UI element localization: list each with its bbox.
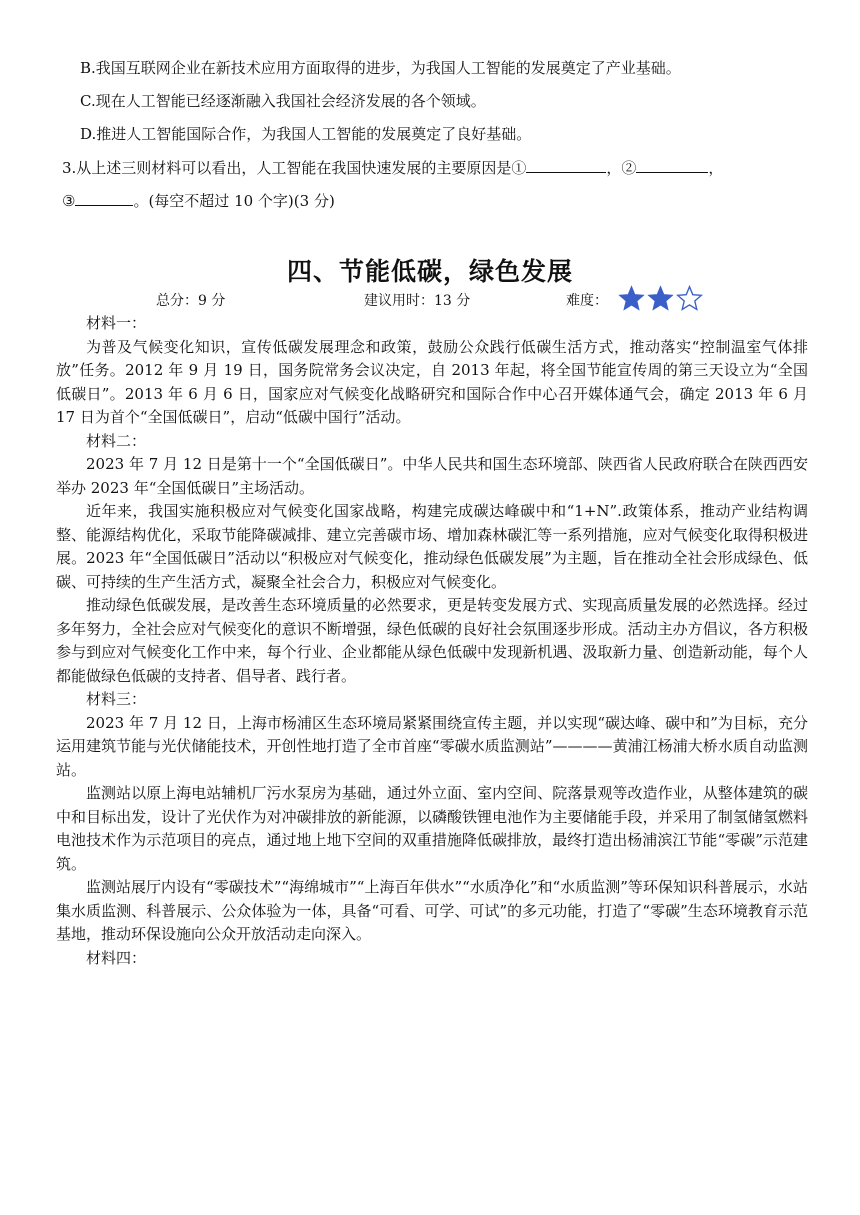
material-3-label: 材料三： <box>86 690 147 708</box>
material-3-paragraph-1: 2023 年 7 月 12 日，上海市杨浦区生态环境局紧紧围绕宣传主题，并以实现“碳达峰、碳中和”为目标，充分运用建筑节能与光伏储能技术，开创性地打造了全市首座“零碳水质监测站”————黄浦江杨浦大桥水质自动监测站。 <box>56 713 808 779</box>
suggested-time: 建议用时：13 分 <box>364 293 471 309</box>
material-2-label: 材料二： <box>86 431 147 450</box>
question-3-text: 3.从上述三则材料可以看出，人工智能在我国快速发展的主要原因是① <box>62 159 527 177</box>
total-score: 总分：9 分 <box>156 293 226 309</box>
question-3-note: 。(每空不超过 10 个字)(3 分) <box>133 192 335 210</box>
question-3-line-2 <box>62 190 335 212</box>
star-filled-icon <box>647 285 674 312</box>
option-c: C.现在人工智能已经逐渐融入我国社会经济发展的各个领域。 <box>80 92 486 110</box>
star-empty-icon <box>676 285 703 312</box>
materials-body <box>56 312 808 970</box>
material-3-paragraph-2: 监测站以原上海电站辅机厂污水泵房为基础，通过外立面、室内空间、院落景观等改造作业，从整体建筑的碳中和目标出发，设计了光伏作为对冲碳排放的新能源，以磷酸铁锂电池作为主要储能手段，并采用了制氢储氢燃料电池技术作为示范项目的亮点，通过地上地下空间的双重措施降低碳排放，最终打造出杨浦滨江节能“零碳”示范建筑。 <box>56 784 808 873</box>
material-1-label: 材料一： <box>86 314 147 332</box>
material-2-paragraph-1: 2023 年 7 月 12 日是第十一个“全国低碳日”。中华人民共和国生态环境部、陕西省人民政府联合在陕西西安举办 2023 年“全国低碳日”主场活动。 <box>56 455 808 497</box>
answer-blank-1[interactable] <box>526 158 606 173</box>
material-3-paragraph-3: 监测站展厅内设有“零碳技术”“海绵城市”“上海百年供水”“水质净化”和“水质监测”等环保知识科普展示，水站集水质监测、科普展示、公众体验为一体，具备“可看、可学、可试”的多元功能，打造了“零碳”生态环境教育示范基地，推动环保设施向公众开放活动走向深入。 <box>56 878 808 943</box>
question-3-circle-3: ③ <box>62 192 76 210</box>
question-3-line-1 <box>62 157 723 179</box>
option-d: D.推进人工智能国际合作，为我国人工智能的发展奠定了良好基础。 <box>80 125 532 143</box>
answer-blank-3[interactable] <box>75 191 133 206</box>
question-3-separator: ，② <box>606 159 637 177</box>
difficulty-rating <box>618 285 703 313</box>
question-3-comma: ， <box>708 159 724 177</box>
material-2-paragraph-2: 近年来，我国实施积极应对气候变化国家战略，构建完成碳达峰碳中和“1+N”.政策体系，推动产业结构调整、能源结构优化，采取节能降碳减排、建立完善碳市场、增加森林碳汇等一系列措施，应对气候变化取得积极进展。2023 年“全国低碳日”活动以“积极应对气候变化，推动绿色低碳发展”为主题，旨在推动全社会形成绿色、低碳、可持续的生产生活方式，凝聚全社会合力，积极应对气候变化。 <box>56 502 808 591</box>
material-1-paragraph: 为普及气候变化知识，宣传低碳发展理念和政策，鼓励公众践行低碳生活方式，推动落实“控制温室气体排放”任务。2012 年 9 月 19 日，国务院常务会议决定，自 2013 年起，将全国节能宣传周的第三天设立为“全国低碳日”。2013 年 6 月 6 日，国家应对气候变化战略研究和国际合作中心召开媒体通气会，确定 2013 年 6 月 17 日为首个“全国低碳日”，启动“低碳中国行”活动。 <box>56 337 808 426</box>
material-4-label: 材料四： <box>86 948 147 967</box>
option-b: B.我国互联网企业在新技术应用方面取得的进步，为我国人工智能的发展奠定了产业基础。 <box>80 59 681 77</box>
answer-blank-2[interactable] <box>636 158 708 173</box>
section-title: 四、节能低碳，绿色发展 <box>286 257 573 286</box>
material-2-paragraph-3: 推动绿色低碳发展，是改善生态环境质量的必然要求，更是转变发展方式、实现高质量发展的必然选择。经过多年努力，全社会应对气候变化的意识不断增强，绿色低碳的良好社会氛围逐步形成。活动主办方倡议，各方积极参与到应对气候变化工作中来，每个行业、企业都能从绿色低碳中发现新机遇、汲取新力量、创造新动能，每个人都能做绿色低碳的支持者、倡导者、践行者。 <box>56 596 808 685</box>
star-filled-icon <box>618 285 645 312</box>
difficulty-label: 难度： <box>566 293 608 309</box>
